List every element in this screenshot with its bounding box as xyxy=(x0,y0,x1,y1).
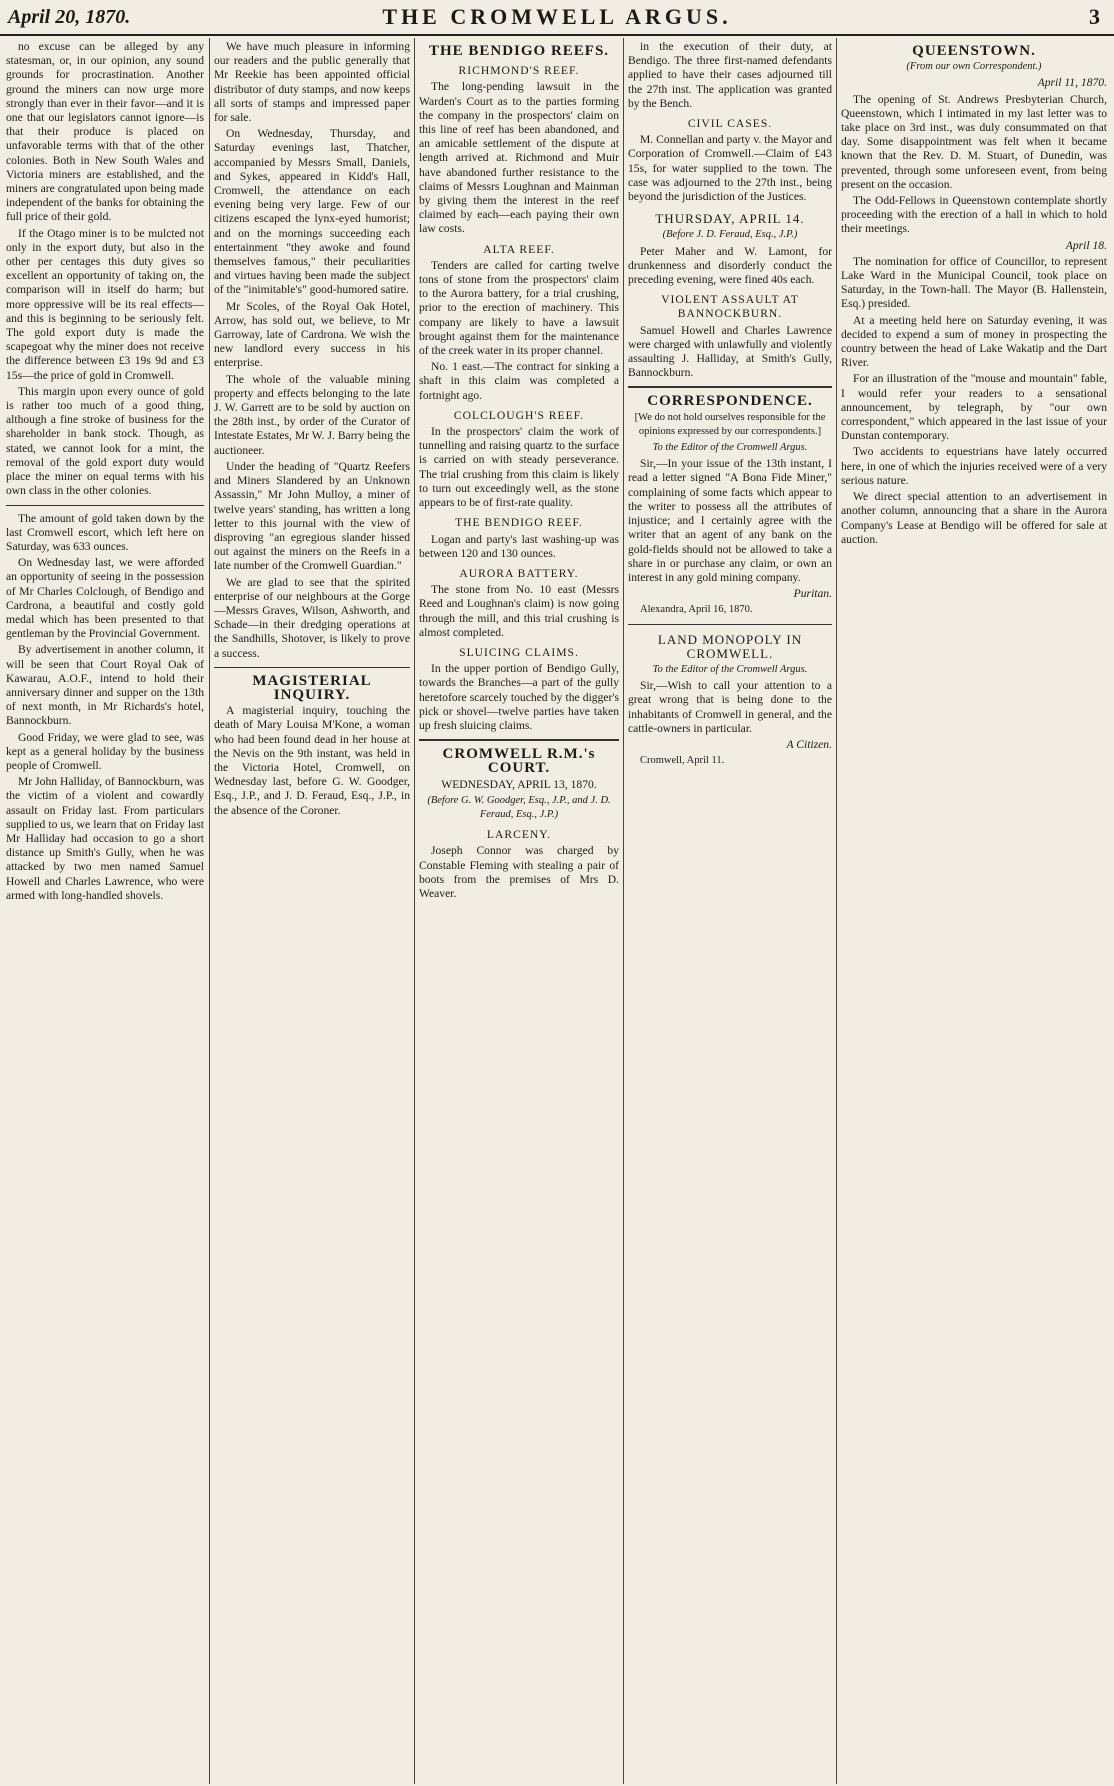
paragraph: The nomination for office of Councillor, to represent Lake Ward in the Municipal Council, took place on Saturday, in the Town-hall. The Mayor (B. Hallenstein, Esq.) presided. xyxy=(841,254,1107,311)
column-3 xyxy=(419,40,619,1780)
paragraph: No. 1 east.—The contract for sinking a shaft in this claim was completed a fortnight ago. xyxy=(419,360,619,402)
article-heading: THE BENDIGO REEFS. xyxy=(428,43,610,59)
letter-salutation: To the Editor of the Cromwell Argus. xyxy=(652,663,808,675)
subheading: LARCENY. xyxy=(486,828,552,842)
paragraph: Peter Maher and W. Lamont, for drunkenness and disorderly conduct the preceding evening, were fined 40s each. xyxy=(628,244,832,287)
paragraph: Under the heading of "Quartz Reefers and Miners Slandered by an Unknown Assassin," Mr John Mulloy, a miner of twelve years' standing, has written a long letter to this journal with the view of disproving "an egregious slander hissed out against the miners on the Reefs in a late number of the Cromwell Guardian." xyxy=(214,459,410,573)
paragraph: In the upper portion of Bendigo Gully, towards the Branches—a part of the gully heretofore scarcely touched by the digger's pick or shovel—twelve parties have taken up fresh sluicing claims. xyxy=(419,662,619,732)
paragraph: At a meeting held here on Saturday evening, it was decided to expend a sum of money in prospecting the country between the head of Lake Wakatip and the Dart River. xyxy=(841,313,1107,370)
column-rule xyxy=(836,38,837,1784)
subheading: VIOLENT ASSAULT AT BANNOCKBURN. xyxy=(661,293,799,321)
paragraph: If the Otago miner is to be mulcted not only in the export duty, but also in the other per centages this duty gives so excellent an opportunity of taking on, the comparison will in itself do harm; but more oppressive will be its real effects—and this is beginning to be seriously felt. The gold export duty is made the scapegoat why the miner does not receive the difference between £3 19s 9d and £3 15s—the price of gold in Cromwell. xyxy=(6,226,204,382)
divider xyxy=(628,386,832,388)
paragraph: The long-pending lawsuit in the Warden's Court as to the parties forming the company in the prospectors' claim on this line of reef has been abandoned, and an amicable settlement of the dispute at length arrived at. Richmond and Muir have abandoned further resistance to the claims of Messrs Loughnan and Mainman by giving them the interest in the reef claimed by each—each paying their own law costs. xyxy=(419,80,619,236)
paragraph: Joseph Connor was charged by Constable Fleming with stealing a pair of boots from the premises of Mrs D. Weaver. xyxy=(419,844,619,900)
court-bench: (Before J. D. Feraud, Esq., J.P.) xyxy=(662,229,798,241)
column-1 xyxy=(6,40,204,1780)
letter-place: Alexandra, April 16, 1870. xyxy=(640,604,753,616)
paragraph: The Odd-Fellows in Queenstown contemplate shortly proceeding with the erection of a hall in which to hold their meetings. xyxy=(841,194,1107,236)
subheading: AURORA BATTERY. xyxy=(459,566,579,580)
paragraph: Sir,—In your issue of the 13th instant, I read a letter signed "A Bona Fide Miner," complaining of some facts which appear to the writer to possess all the attributes of injustice; and I certainly agree with the writer that an agent of any bank on the gold-fields should not be allowed to take a share in or purchase any claim, or own an interest in any gold mining company. xyxy=(628,457,832,584)
dateline: April 18. xyxy=(1065,238,1107,252)
subheading: RICHMOND'S REEF. xyxy=(458,64,580,78)
paragraph: Mr Scoles, of the Royal Oak Hotel, Arrow, has sold out, we believe, to Mr Garroway, late of Cardrona. We wish the new landlord every success in his enterprise. xyxy=(214,299,410,370)
article-heading: MAGISTERIAL INQUIRY. xyxy=(252,672,372,703)
column-rule xyxy=(414,38,415,1784)
page-number: 3 xyxy=(1089,4,1100,29)
paragraph: The stone from No. 10 east (Messrs Reed and Loughnan's claim) is now going through the mill, and this trial crushing is almost completed. xyxy=(419,583,619,639)
paragraph: no excuse can be alleged by any statesman, or, in our opinion, any sound grounds for procrastination. Another ground the miners can now urge more strongly than ever in their favor—and it is one that our legislators cannot ignore—is that their produce is placed on unfavorable terms with that of the other colonies. Both in New South Wales and Victoria miners are established, and the miners are congratulated upon being made independent of the banks for obtaining the full price of their gold. xyxy=(6,40,204,224)
article-heading: CORRESPONDENCE. xyxy=(647,393,813,410)
paragraph: On Wednesday last, we were afforded an opportunity of seeing in the possession of Mr Charles Colclough, of Bendigo and Cardrona, a beautiful and costly gold medal which has been presented to that gentleman by the Provincial Government. xyxy=(6,556,204,641)
paragraph: A magisterial inquiry, touching the death of Mary Louisa M'Kone, a woman who had been found dead in her house at the Nevis on the 9th instant, was held in the Victoria Hotel, Cromwell, on Wednesday last, before G. W. Goodger, Esq., J.P., and J. D. Feraud, Esq., J.P., in the absence of the Coroner. xyxy=(214,704,410,817)
divider xyxy=(419,739,619,741)
paragraph: in the execution of their duty, at Bendigo. The three first-named defendants applied to have their cases adjourned till the 27th inst. The application was granted by the Bench. xyxy=(628,40,832,110)
letter-place: Cromwell, April 11. xyxy=(640,755,725,767)
paragraph: We are glad to see that the spirited enterprise of our neighbours at the Gorge—Messrs Graves, Wilson, Ashworth, and Schade—in their dredging operations at the Sandhills, Shotover, is likely to prove a success. xyxy=(214,575,410,660)
paragraph: This margin upon every ounce of gold is rather too much of a good thing, although a fine stroke of business for the shareholder in bank stock. Though, as stated, we cannot look for a mint, the removal of the gold export duty would place the miner on equal terms with his own class in the other colonies. xyxy=(6,384,204,498)
subheading: SLUICING CLAIMS. xyxy=(459,645,579,659)
editor-note: [We do not hold ourselves responsible for the opinions expressed by our correspondents.] xyxy=(634,411,826,437)
paragraph: Two accidents to equestrians have lately occurred here, in one of which the injuries received were of a very serious nature. xyxy=(841,445,1107,487)
paragraph: The amount of gold taken down by the last Cromwell escort, which left here on Saturday, was 633 ounces. xyxy=(6,511,204,553)
paragraph: The opening of St. Andrews Presbyterian Church, Queenstown, which I intimated in my last letter was to take place on 3rd inst., was duly consummated on that day. Some disappointment was felt when it became known that the Rev. D. M. Stuart, of Dunedin, was prevented, through some unforeseen event, from being present on the occasion. xyxy=(841,92,1107,191)
paragraph: For an illustration of the "mouse and mountain" fable, I would refer your readers to a sensational announcement, by telegraph, by "our own correspondent," which appeared in the last issue of your Dunstan contemporary. xyxy=(841,372,1107,443)
newspaper-title: THE CROMWELL ARGUS. xyxy=(382,4,732,29)
paragraph: We have much pleasure in informing our readers and the public generally that Mr Reekie has been appointed official distributor of duty stamps, and now keeps all sorts of stamps and impressed paper for sale. xyxy=(214,40,410,125)
divider xyxy=(6,505,204,506)
paragraph: In the prospectors' claim the work of tunnelling and raising quartz to the surface is carried on with steady perseverance. The trial crushing from this claim is likely to turn out exceedingly well, as the stone appears to be of first-rate quality. xyxy=(419,425,619,510)
subheading: ALTA REEF. xyxy=(483,242,555,256)
paragraph: M. Connellan and party v. the Mayor and Corporation of Cromwell.—Claim of £43 15s, for water supplied to the town. The case was adjourned to the 27th inst., being beyond the jurisdiction of the Justices. xyxy=(628,133,832,204)
court-bench: (Before G. W. Goodger, Esq., J.P., and J. D. Feraud, Esq., J.P.) xyxy=(427,794,611,820)
letter-signature: A Citizen. xyxy=(786,737,832,751)
subheading: CIVIL CASES. xyxy=(687,117,773,131)
column-rule xyxy=(623,38,624,1784)
paragraph: Good Friday, we were glad to see, was kept as a general holiday by the business people of Cromwell. xyxy=(6,730,204,772)
paragraph: We direct special attention to an advertisement in another column, announcing that a share in the Aurora Company's Lease at Bendigo will be offered for sale at auction. xyxy=(841,490,1107,546)
divider xyxy=(214,667,410,668)
article-heading: CROMWELL R.M.'s COURT. xyxy=(442,746,596,777)
column-4 xyxy=(628,40,832,1780)
subheading: THE BENDIGO REEF. xyxy=(455,516,583,530)
letter-signature: Puritan. xyxy=(793,587,832,601)
column-2 xyxy=(214,40,410,1780)
article-heading: QUEENSTOWN. xyxy=(912,43,1036,59)
paragraph: On Wednesday, Thursday, and Saturday evenings last, Thatcher, accompanied by Messrs Small, Daniels, and Sykes, appeared in Kidd's Hall, Cromwell, the attendance on each evening being very large. Few of our citizens escaped the lynx-eyed humorist; and on the mornings succeeding each entertainment "they awoke and found themselves famous," their peculiarities and virtues having been made the subject of the "inimitable's" good-humored satire. xyxy=(214,127,410,297)
correspondent-note: (From our own Correspondent.) xyxy=(906,61,1042,73)
paragraph: Logan and party's last washing-up was between 120 and 130 ounces. xyxy=(419,532,619,560)
column-5 xyxy=(841,40,1107,1780)
dateline: April 11, 1870. xyxy=(1037,76,1107,90)
masthead xyxy=(0,0,1114,36)
court-date: WEDNESDAY, APRIL 13, 1870. xyxy=(441,777,597,791)
paragraph: The whole of the valuable mining property and effects belonging to the late J. W. Garrett are to be sold by auction on the 28th inst., by order of the Curator of Intestate Estates, Mr W. J. Barry being the auctioneer. xyxy=(214,372,410,457)
paragraph: Samuel Howell and Charles Lawrence were charged with unlawfully and violently assaulting J. Halliday, at Smith's Gully, Bannockburn. xyxy=(628,323,832,380)
subheading: COLCLOUGH'S REEF. xyxy=(453,408,585,422)
letter-salutation: To the Editor of the Cromwell Argus. xyxy=(652,442,808,454)
paragraph: By advertisement in another column, it will be seen that Court Royal Oak of Kawarau, A.O.F., intend to hold their anniversary dinner and supper on the 13th of next month, in Mr Richards's hotel, Bannockburn. xyxy=(6,643,204,728)
divider xyxy=(628,624,832,625)
paragraph: Mr John Halliday, of Bannockburn, was the victim of a violent and cowardly assault on Friday last. From particulars supplied to us, we learn that on Friday last Mr Halliday had occasion to go a short distance up Smith's Gully, when he was attacked by two men named Samuel Howell and Charles Lawrence, who were armed with long-handled shovels. xyxy=(6,775,204,902)
column-rule xyxy=(209,38,210,1784)
article-heading: THURSDAY, APRIL 14. xyxy=(655,211,805,227)
paragraph: Tenders are called for carting twelve tons of stone from the prospectors' claim to the Aurora battery, for a trial crushing, prior to the erection of machinery. This company are likely to have a lawsuit brought against them for the maintenance of the creek water in its proper channel. xyxy=(419,258,619,358)
paragraph: Sir,—Wish to call your attention to a great wrong that is being done to the inhabitants of Cromwell in general, and the cattle-owners in particular. xyxy=(628,679,832,735)
issue-date: April 20, 1870. xyxy=(8,6,131,28)
article-heading: LAND MONOPOLY IN CROMWELL. xyxy=(657,631,803,661)
